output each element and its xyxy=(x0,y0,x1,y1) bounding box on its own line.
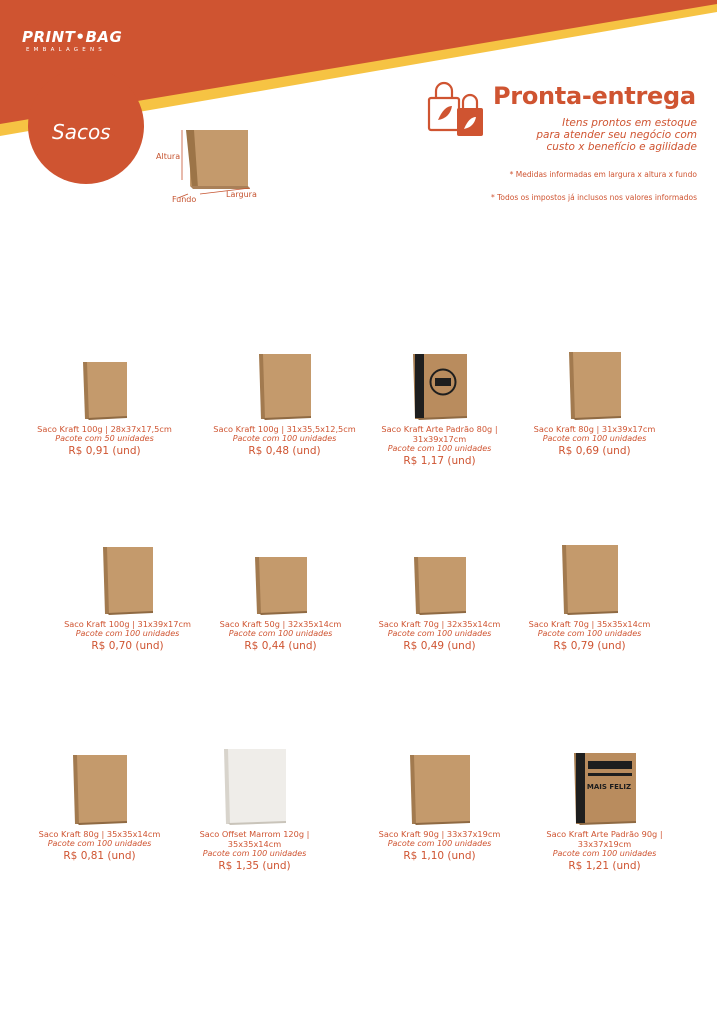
product-name: Saco Offset Marrom 120g | 35x35x14cm xyxy=(199,829,310,849)
product-bag-image xyxy=(408,753,472,825)
product-pack: Pacote com 100 unidades xyxy=(75,629,180,638)
product-price: R$ 0,48 (und) xyxy=(248,445,321,457)
product-price: R$ 0,49 (und) xyxy=(403,640,476,652)
brand-name: PRINT•BAG xyxy=(22,28,123,46)
product-pack: Pacote com 100 unidades xyxy=(47,839,152,848)
product-pack: Pacote com 100 unidades xyxy=(387,444,492,453)
product-pack: Pacote com 50 unidades xyxy=(55,434,154,443)
dimension-diagram xyxy=(150,122,260,212)
promo-subtitle-line: custo x benefício e agilidade xyxy=(546,141,697,153)
product-pack: Pacote com 100 unidades xyxy=(542,434,647,443)
bag-print-text: MAIS FELIZ xyxy=(586,783,631,791)
product-name: Saco Kraft 70g | 35x35x14cm xyxy=(528,619,651,629)
product-image[interactable] xyxy=(352,745,527,825)
product-price: R$ 1,17 (und) xyxy=(403,455,476,467)
product-card[interactable] xyxy=(502,535,677,653)
product-bag-image xyxy=(567,350,623,420)
product-price: R$ 0,79 (und) xyxy=(553,640,626,652)
product-image[interactable] xyxy=(12,745,187,825)
product-image[interactable] xyxy=(193,535,368,615)
product-image[interactable] xyxy=(352,535,527,615)
product-price: R$ 1,10 (und) xyxy=(403,850,476,862)
product-card[interactable] xyxy=(507,340,682,458)
brand-tagline: EMBALAGENS xyxy=(26,47,106,53)
product-card[interactable] xyxy=(167,745,342,873)
shopping-bags-icon xyxy=(425,80,490,140)
product-bag-image xyxy=(572,751,638,825)
product-image[interactable] xyxy=(502,535,677,615)
height-label: Altura xyxy=(156,152,181,161)
product-card[interactable] xyxy=(17,340,192,458)
product-pack: Pacote com 100 unidades xyxy=(537,629,642,638)
product-pack: Pacote com 100 unidades xyxy=(387,839,492,848)
category-title: Sacos xyxy=(52,120,111,144)
taxes-note: * Todos os impostos já inclusos nos valores informados xyxy=(490,193,697,202)
product-bag-image xyxy=(253,555,309,615)
promo-subtitle-line: Itens prontos em estoque xyxy=(562,117,697,129)
promo-subtitle xyxy=(497,117,697,153)
product-card[interactable] xyxy=(517,745,692,873)
product-bag-image xyxy=(412,555,468,615)
product-image[interactable] xyxy=(197,340,372,420)
product-pack: Pacote com 100 unidades xyxy=(228,629,333,638)
product-pack: Pacote com 100 unidades xyxy=(552,849,657,858)
product-name: Saco Kraft Arte Padrão 80g | 31x39x17cm xyxy=(381,424,498,444)
product-name: Saco Kraft 70g | 32x35x14cm xyxy=(378,619,501,629)
product-bag-image xyxy=(101,545,155,615)
product-card[interactable] xyxy=(352,340,527,468)
product-image[interactable] xyxy=(517,745,692,825)
product-image[interactable] xyxy=(40,535,215,615)
product-price: R$ 0,44 (und) xyxy=(244,640,317,652)
product-card[interactable] xyxy=(193,535,368,653)
product-price: R$ 0,91 (und) xyxy=(68,445,141,457)
product-image[interactable] xyxy=(507,340,682,420)
product-bag-image xyxy=(222,747,288,825)
product-image[interactable] xyxy=(167,745,342,825)
depth-label: Fundo xyxy=(172,195,197,204)
product-card[interactable] xyxy=(352,745,527,863)
product-card[interactable] xyxy=(352,535,527,653)
product-bag-image xyxy=(257,352,313,420)
product-name: Saco Kraft Arte Padrão 90g | 33x37x19cm xyxy=(546,829,663,849)
product-price: R$ 0,81 (und) xyxy=(63,850,136,862)
product-bag-image xyxy=(71,753,129,825)
promo-subtitle-line: para atender seu negócio com xyxy=(536,129,697,141)
product-pack: Pacote com 100 unidades xyxy=(232,434,337,443)
product-pack: Pacote com 100 unidades xyxy=(202,849,307,858)
product-price: R$ 1,21 (und) xyxy=(568,860,641,872)
width-label: Largura xyxy=(226,190,257,199)
product-price: R$ 0,70 (und) xyxy=(91,640,164,652)
product-card[interactable] xyxy=(12,745,187,863)
product-name: Saco Kraft 90g | 33x37x19cm xyxy=(378,829,501,839)
product-name: Saco Kraft 80g | 31x39x17cm xyxy=(533,424,656,434)
product-price: R$ 1,35 (und) xyxy=(218,860,291,872)
product-card[interactable] xyxy=(40,535,215,653)
product-image[interactable] xyxy=(17,340,192,420)
product-name: Saco Kraft 100g | 28x37x17,5cm xyxy=(37,424,172,434)
product-card[interactable] xyxy=(197,340,372,458)
product-name: Saco Kraft 100g | 31x39x17cm xyxy=(64,619,191,629)
product-bag-image xyxy=(411,352,469,420)
measures-note: * Medidas informadas em largura x altura x fundo xyxy=(509,170,697,179)
product-name: Saco Kraft 50g | 32x35x14cm xyxy=(219,619,342,629)
product-image[interactable] xyxy=(352,340,527,420)
promo-title: Pronta-entrega xyxy=(493,82,696,110)
product-bag-image xyxy=(81,360,129,420)
brand-logo[interactable] xyxy=(22,28,122,53)
product-price: R$ 0,69 (und) xyxy=(558,445,631,457)
product-pack: Pacote com 100 unidades xyxy=(387,629,492,638)
product-name: Saco Kraft 100g | 31x35,5x12,5cm xyxy=(213,424,356,434)
product-bag-image xyxy=(560,543,620,615)
product-name: Saco Kraft 80g | 35x35x14cm xyxy=(38,829,161,839)
